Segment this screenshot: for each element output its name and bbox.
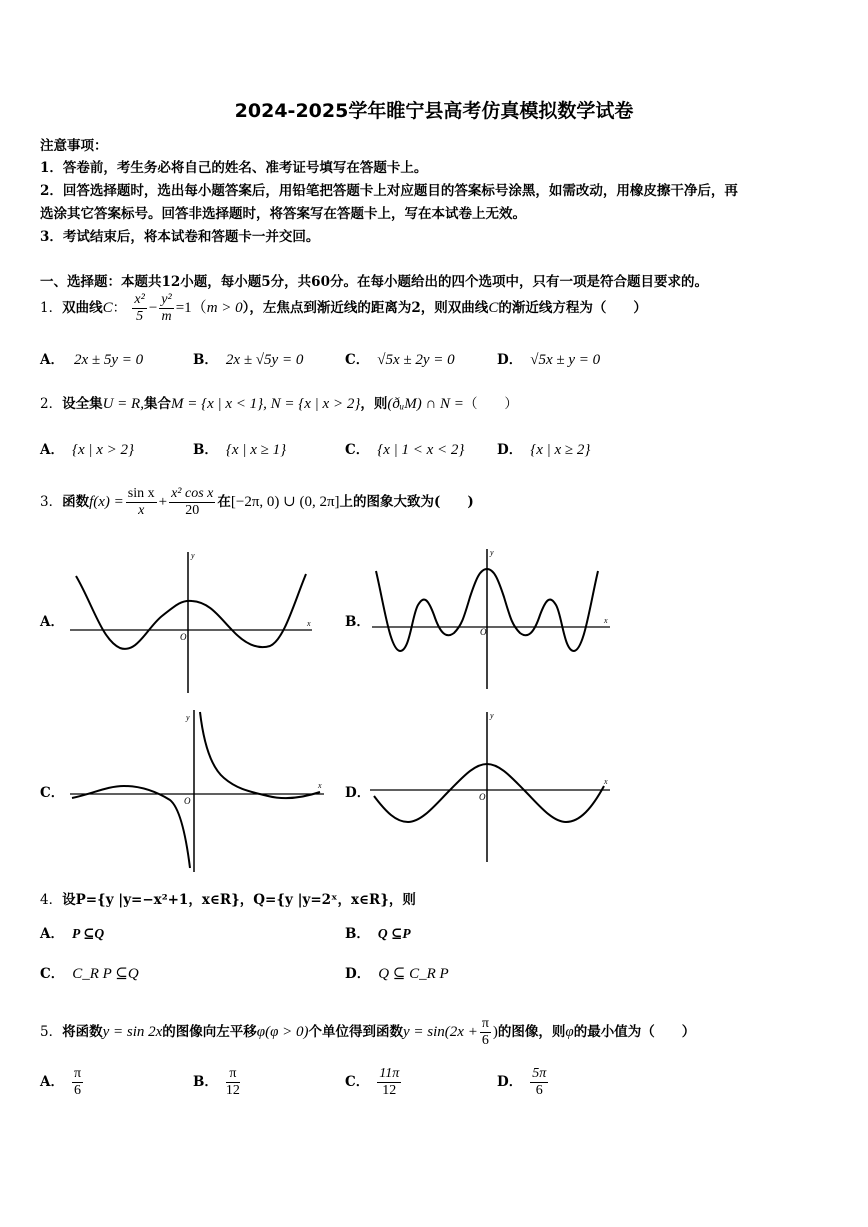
question-2: 2．设全集U = R,集合M = {x | x < 1}, N = {x | x > 2}，则(ðᵤM) ∩ N =（ ） — [40, 396, 518, 412]
svg-text:y: y — [490, 548, 494, 557]
svg-text:O: O — [480, 627, 487, 637]
q5-option-d[interactable]: D． $\frac{5\pi}{6}$ — [497, 1066, 547, 1098]
svg-text:x: x — [604, 616, 608, 625]
svg-text:y: y — [186, 713, 190, 722]
question-5: 5．将函数y = sin 2x的图像向左平移φ(φ > 0)个单位得到函数y = sin(2x + $\frac{\pi}{6}$ )的图像，则φ的最小值为（ ） — [40, 1016, 696, 1048]
notice-item: 3．考试结束后，将本试卷和答题卡一并交回。 — [40, 229, 320, 245]
q4-option-a[interactable]: A． P ⊆Q — [40, 926, 105, 942]
q1-option-c[interactable]: C． √5x ± 2y = 0 — [345, 352, 455, 368]
q3-option-a[interactable]: A． — [40, 614, 64, 630]
svg-text:O: O — [184, 796, 191, 806]
svg-text:y: y — [191, 551, 195, 560]
svg-text:x: x — [318, 781, 322, 790]
svg-text:O: O — [180, 632, 187, 642]
q4-option-b[interactable]: B． Q ⊆P — [345, 926, 411, 942]
q4-option-d[interactable]: D． Q ⊆ C_R P — [345, 966, 449, 982]
graph-b — [366, 545, 616, 693]
question-1: 1．双曲线C： $\frac{\text{x²}}{5}$ − $\frac{\text{y²}}{m}$ =1（m > 0），左焦点到渐近线的距离为2，则双曲线C的渐近线方程为（ ） — [40, 292, 647, 324]
q3-option-d[interactable]: D． — [345, 785, 371, 801]
q1-option-b[interactable]: B． 2x ± √5y = 0 — [193, 352, 304, 368]
q3-option-b[interactable]: B． — [345, 614, 370, 630]
q1-option-a[interactable]: A． 2x ± 5y = 0 — [40, 352, 144, 368]
q2-option-c[interactable]: C． {x | 1 < x < 2} — [345, 442, 465, 458]
q2-option-b[interactable]: B． {x | x ≥ 1} — [193, 442, 287, 458]
notice-item: 2．回答选择题时，选出每小题答案后，用铅笔把答题卡上对应题目的答案标号涂黑，如需改动，用橡皮擦干净后，再 — [40, 183, 738, 199]
q2-option-a[interactable]: A． {x | x > 2} — [40, 442, 135, 458]
svg-text:x: x — [604, 777, 608, 786]
q5-option-b[interactable]: B． $\frac{\pi}{12}$ — [193, 1066, 240, 1098]
question-3: 3．函数f(x) = $\frac{\text{sin x}}{x}$ + $\frac{\text{x² cos x}}{20}$ 在[−2π, 0) ∪ (0, 2π]上的图象大致为( ) — [40, 486, 474, 518]
page-title: 2024-2025学年睢宁县高考仿真模拟数学试卷 — [234, 100, 634, 122]
q3-option-c[interactable]: C． — [40, 785, 65, 801]
svg-text:x: x — [307, 619, 311, 628]
graph-d — [366, 708, 616, 866]
q4-option-c[interactable]: C． C_R P ⊆Q — [40, 966, 139, 982]
question-4: 4．设P={y |y=−x²+1，x∈R}，Q={y |y=2ˣ，x∈R}，则 — [40, 892, 416, 908]
q2-option-d[interactable]: D． {x | x ≥ 2} — [497, 442, 591, 458]
q5-option-a[interactable]: A． $\frac{\pi}{6}$ — [40, 1066, 82, 1098]
q5-option-c[interactable]: C． $\frac{11\pi}{12}$ — [345, 1066, 400, 1098]
q1-option-d[interactable]: D． √5x ± y = 0 — [497, 352, 601, 368]
svg-text:y: y — [490, 711, 494, 720]
notice-item: 选涂其它答案标号。回答非选择题时，将答案写在答题卡上，写在本试卷上无效。 — [40, 206, 526, 222]
notice-item: 1．答卷前，考生务必将自己的姓名、准考证号填写在答题卡上。 — [40, 160, 428, 176]
svg-text:O: O — [479, 792, 486, 802]
graph-a — [62, 548, 324, 696]
graph-c — [62, 706, 330, 874]
notice-heading: 注意事项： — [40, 138, 108, 154]
section-heading: 一、选择题：本题共12小题，每小题5分，共60分。在每小题给出的四个选项中，只有一项是符合题目要求的。 — [40, 274, 708, 290]
